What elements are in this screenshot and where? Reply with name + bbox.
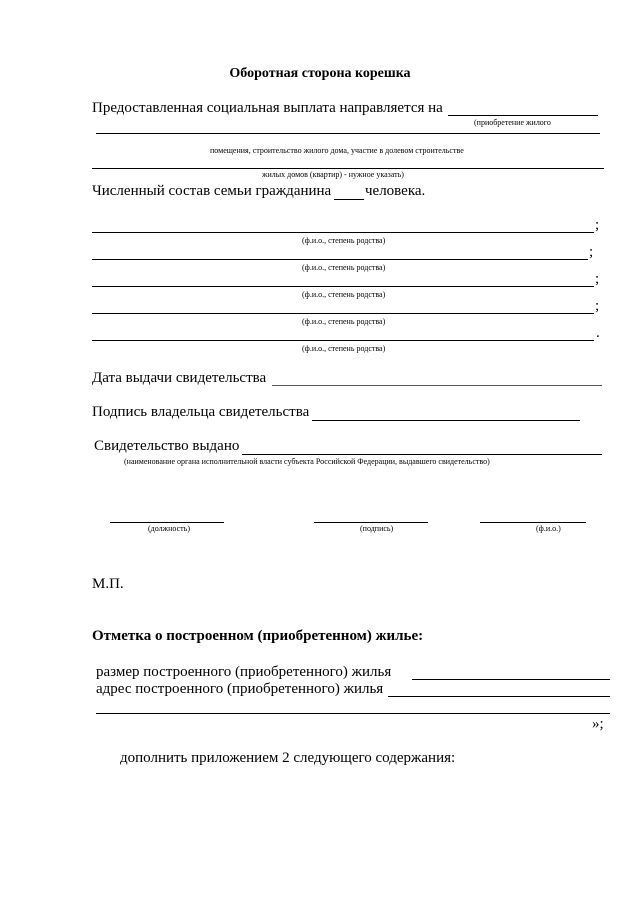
housing-address-label: адрес построенного (приобретенного) жилья xyxy=(96,681,384,697)
issued-by-field[interactable] xyxy=(242,454,602,455)
family-member-caption: (ф.и.о., степень родства) xyxy=(302,263,386,272)
closing-quote: »; xyxy=(592,716,604,732)
issue-date-field[interactable] xyxy=(272,385,602,386)
stamp-place: М.П. xyxy=(92,576,124,592)
payment-hint-3: жилых домов (квартир) - нужное указать) xyxy=(262,170,404,179)
page-title: Оборотная сторона корешка xyxy=(229,66,411,81)
payment-hint-1: (приобретение жилого xyxy=(474,118,551,127)
housing-mark-heading: Отметка о построенном (приобретенном) жилье: xyxy=(92,628,424,644)
family-member-caption: (ф.и.о., степень родства) xyxy=(302,290,386,299)
family-member-caption: (ф.и.о., степень родства) xyxy=(302,317,386,326)
family-row-end: . xyxy=(596,325,600,341)
official-position-caption: (должность) xyxy=(148,524,190,533)
family-member-field[interactable] xyxy=(92,232,594,233)
family-row-end: ; xyxy=(595,298,600,314)
housing-address-field-2[interactable] xyxy=(96,713,610,714)
family-member-caption: (ф.и.о., степень родства) xyxy=(302,344,386,353)
appendix-note: дополнить приложением 2 следующего содержания: xyxy=(120,750,456,766)
official-position-field[interactable] xyxy=(110,522,224,523)
payment-hint-2: помещения, строительство жилого дома, участие в долевом строительстве xyxy=(210,146,464,155)
housing-address-field[interactable] xyxy=(388,696,610,697)
owner-signature-field[interactable] xyxy=(312,420,580,421)
official-name-caption: (ф.и.о.) xyxy=(536,524,561,533)
official-signature-caption: (подпись) xyxy=(360,524,394,533)
family-row-end: ; xyxy=(595,217,600,233)
official-signature-field[interactable] xyxy=(314,522,428,523)
payment-direction-field-3[interactable] xyxy=(92,168,604,169)
family-member-field[interactable] xyxy=(92,313,594,314)
family-count-suffix: человека. xyxy=(365,183,426,199)
family-member-field[interactable] xyxy=(92,286,594,287)
family-count-prefix: Численный состав семьи гражданина xyxy=(92,183,332,199)
payment-direction-label: Предоставленная социальная выплата направляется на xyxy=(92,100,443,116)
payment-direction-field[interactable] xyxy=(448,115,598,116)
family-member-caption: (ф.и.о., степень родства) xyxy=(302,236,386,245)
owner-signature-label: Подпись владельца свидетельства xyxy=(92,404,310,420)
payment-direction-field-2[interactable] xyxy=(96,133,600,134)
issued-by-label: Свидетельство выдано xyxy=(94,438,240,454)
family-row-end: ; xyxy=(595,271,600,287)
family-member-field[interactable] xyxy=(92,259,588,260)
family-count-field[interactable] xyxy=(334,199,364,200)
housing-size-label: размер построенного (приобретенного) жилья xyxy=(96,664,392,680)
official-name-field[interactable] xyxy=(480,522,586,523)
issued-by-caption: (наименование органа исполнительной власти субъекта Российской Федерации, выдавшего свидетельство) xyxy=(124,457,490,466)
housing-size-field[interactable] xyxy=(412,679,610,680)
family-row-end: ; xyxy=(589,244,594,260)
issue-date-label: Дата выдачи свидетельства xyxy=(92,370,267,386)
family-member-field[interactable] xyxy=(92,340,594,341)
